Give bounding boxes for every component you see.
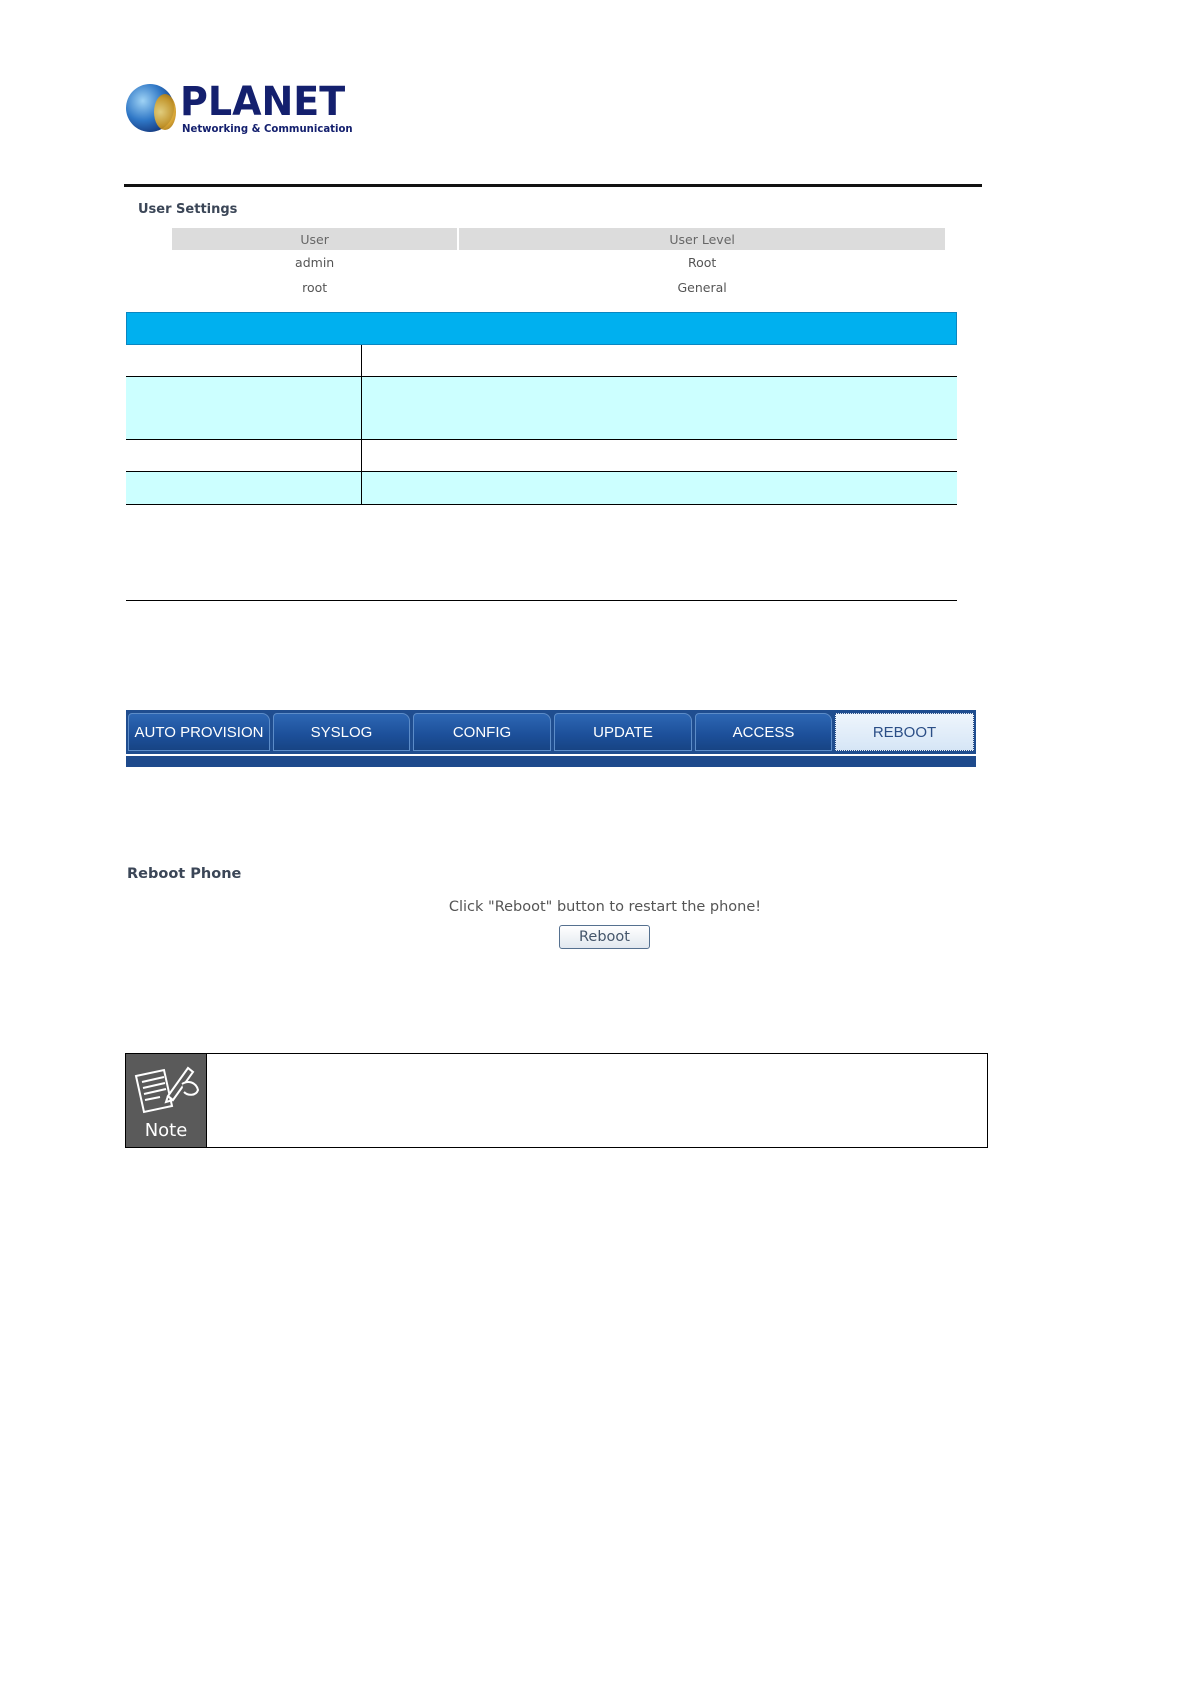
column-header-user-level: User Level — [459, 228, 945, 250]
table-row — [126, 345, 957, 377]
user-level-cell: General — [677, 280, 727, 295]
tab-update[interactable]: UPDATE — [554, 713, 692, 751]
tab-reboot[interactable]: REBOOT — [835, 713, 974, 751]
table-row — [126, 377, 957, 440]
note-label: Note — [144, 1120, 188, 1141]
parameter-table-header — [126, 312, 957, 345]
user-cell: admin — [295, 255, 335, 270]
parameter-table — [126, 312, 957, 505]
note-box — [125, 1053, 988, 1148]
reboot-button[interactable]: Reboot — [559, 925, 650, 949]
logo-tagline: Networking & Communication — [182, 122, 353, 135]
user-level-cell: Root — [687, 255, 717, 270]
user-cell: root — [302, 280, 328, 295]
tab-access[interactable]: ACCESS — [695, 713, 832, 751]
table-row — [172, 250, 945, 275]
table-row — [172, 275, 945, 300]
reboot-phone-title: Reboot Phone — [127, 866, 242, 882]
table-row — [126, 472, 957, 505]
column-header-user: User — [172, 228, 457, 250]
tab-strip — [126, 710, 976, 754]
reboot-message: Click "Reboot" button to restart the phone! — [448, 899, 762, 915]
user-settings-table — [170, 228, 947, 300]
table-row — [126, 440, 957, 472]
header-rule — [124, 184, 982, 187]
tab-config[interactable]: CONFIG — [413, 713, 551, 751]
notepad-pen-icon — [130, 1062, 202, 1122]
tab-bar-base — [126, 756, 976, 767]
user-settings-title: User Settings — [138, 202, 238, 217]
tab-syslog[interactable]: SYSLOG — [273, 713, 410, 751]
logo-brand: PLANET — [180, 79, 346, 125]
tab-bar — [126, 710, 976, 769]
globe-icon — [126, 84, 174, 132]
section-rule — [126, 600, 957, 601]
note-icon — [126, 1054, 207, 1147]
planet-logo — [124, 79, 353, 140]
tab-auto-provision[interactable]: AUTO PROVISION — [128, 713, 270, 751]
